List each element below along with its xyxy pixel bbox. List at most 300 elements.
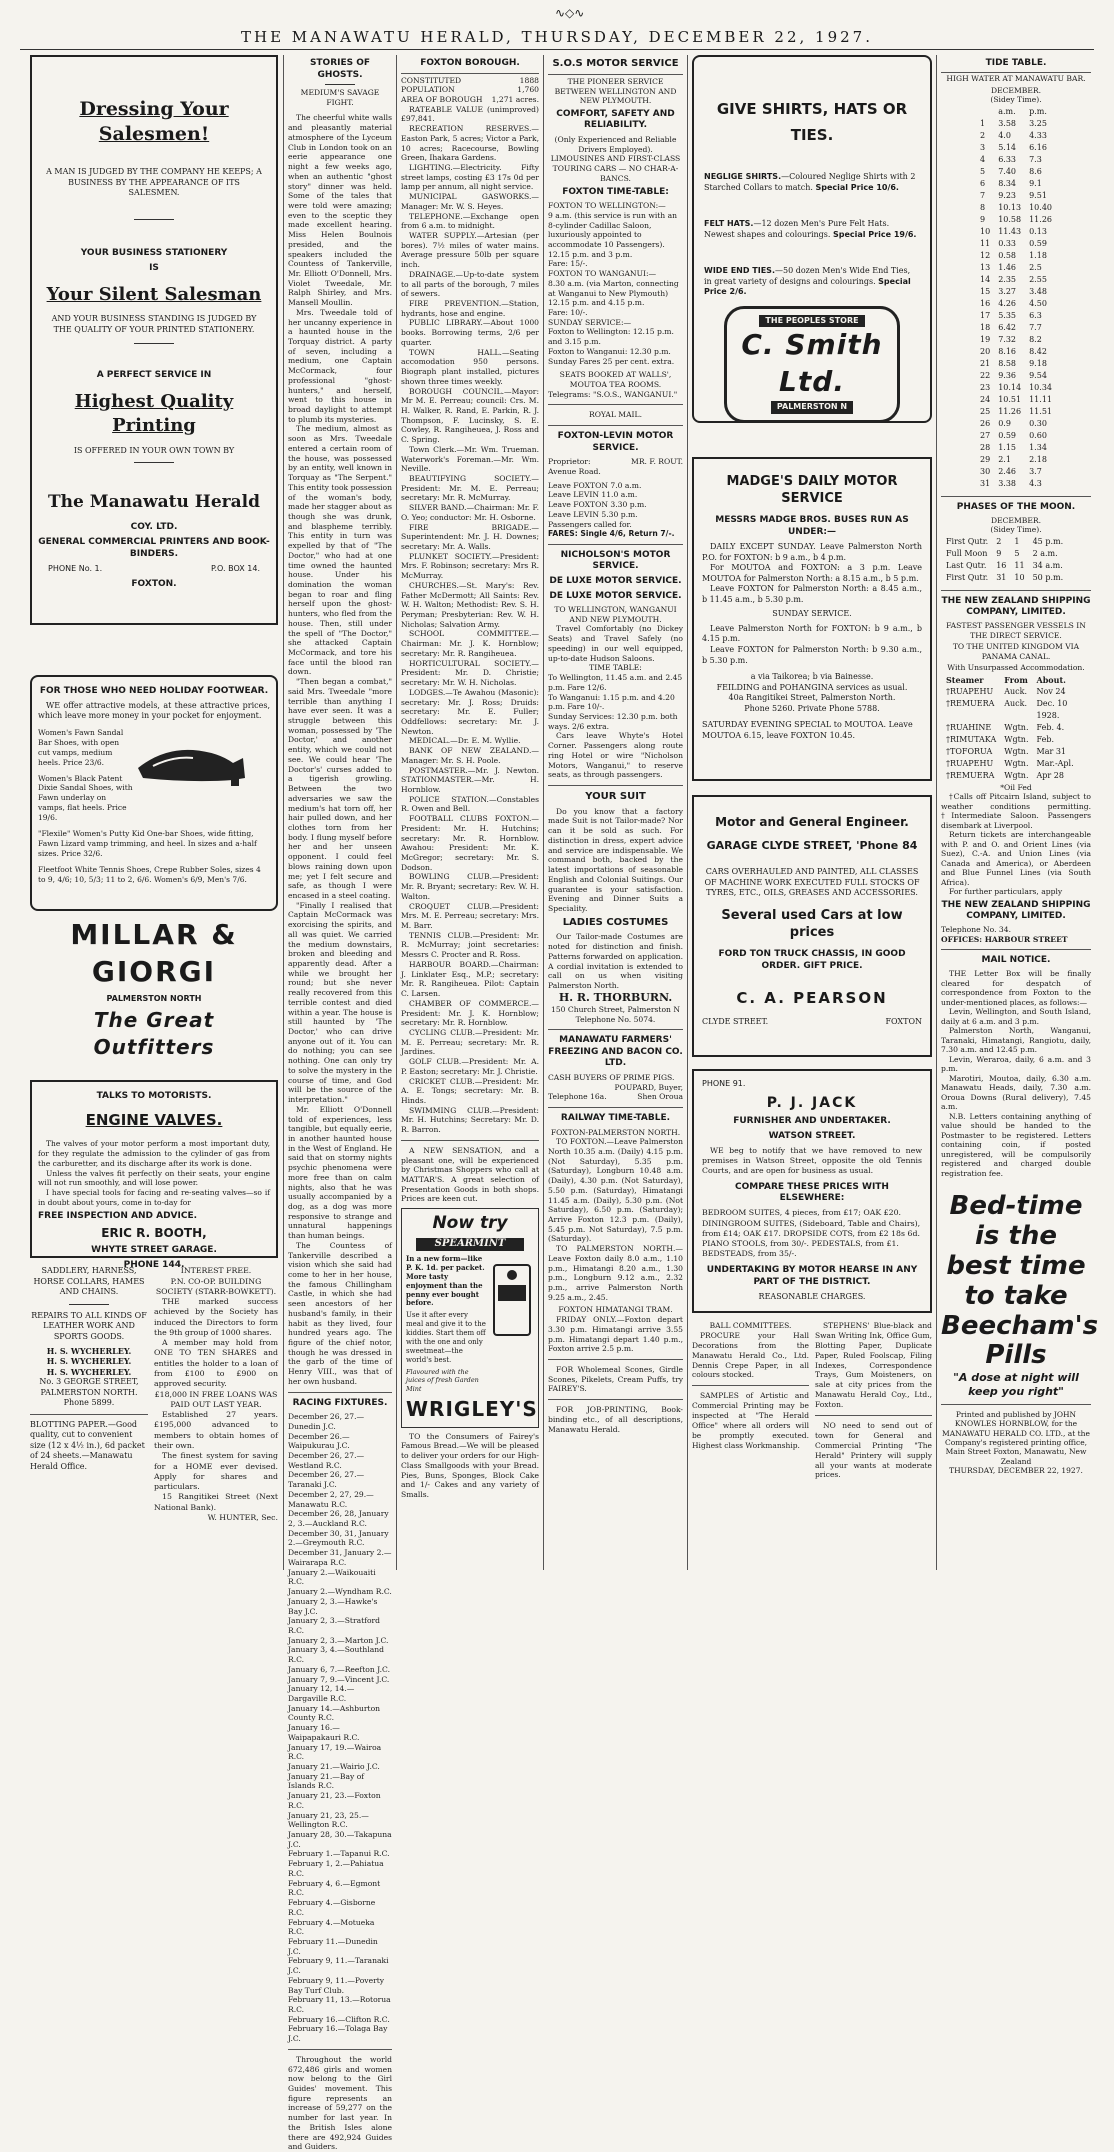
ad-phone: Phone 5899.: [63, 1398, 115, 1408]
moon-row: [943, 561, 1066, 571]
sos-timetable-title: FOXTON TIME-TABLE:: [562, 186, 669, 197]
mail-text: N.B. Letters containing anything of value should be handed to the Postmaster to be registered. Letters containing coin, if posted unregistered, will be compulsorily registered and charged double registration fee.: [941, 1111, 1091, 1178]
tide-row: [977, 419, 1055, 429]
ad-text: SADDLERY, HARNESS, HORSE COLLARS, HAMES AND CHAINS.: [33, 1266, 145, 1297]
tide-row: [977, 251, 1055, 261]
sos-timetable-line: SUNDAY SERVICE:—: [548, 317, 632, 327]
moon-row: [943, 573, 1066, 583]
hats-text: —12 dozen Men's Pure Felt Hats. Newest shapes and colourings.: [704, 219, 890, 239]
sos-timetable-line: Foxton to Wellington: 12.15 p.m. and 3.15 p.m.: [548, 327, 674, 347]
tide-table: [975, 105, 1057, 491]
tide-cell: 31: [980, 478, 991, 488]
moon-row: [943, 549, 1066, 559]
moon-sidey: (Sidey Time).: [990, 525, 1042, 535]
ties-text: —50 dozen Men's Wide End Ties, in great variety of designs and colourings.: [704, 266, 911, 286]
mail-text: Palmerston North, Wanganui, Taranaki, Himatangi, Rangiotu, daily, 7.30 a.m. and 12.45 p.m.: [941, 1026, 1091, 1055]
borough-stats: [401, 76, 539, 105]
beechams-line: Bed-time: [949, 1191, 1083, 1222]
tide-cell: 7.7: [1029, 322, 1042, 332]
tide-cell: 9: [980, 214, 986, 224]
freezing-contact: [548, 1092, 683, 1102]
tide-cell: 0.13: [1029, 226, 1047, 236]
racing-fixture: January 2.—Wyndham R.C.: [288, 1587, 392, 1597]
borough-entry: FOOTBALL CLUBS FOXTON.—President: Mr. H. Hutchins; secretary: Mr. R. Hornblow. Awahou: President: Mr. K. McGregor; secretary: Mr. S. Dodson.: [401, 814, 539, 872]
nzs-cell: Dec. 10: [1036, 698, 1068, 708]
jack-ad: [692, 1069, 932, 1313]
column-3: [401, 55, 539, 1573]
article-body: [288, 113, 392, 1386]
racing-fixture: February 4.—Gisborne R.C.: [288, 1898, 376, 1917]
notices-right: [815, 1321, 932, 1480]
racing-fixture: January 2, 3.—Hawke's Bay J.C.: [288, 1596, 378, 1616]
tide-cell: 5.14: [998, 142, 1016, 152]
moon-cell: 34 a.m.: [1032, 560, 1063, 570]
borough-entry: TOWN HALL.—Seating accomodation 950 persons. Biograph plant installed, pictures shown three times weekly.: [401, 347, 539, 386]
racing-fixture: February 4, 6.—Egmont R.C.: [288, 1878, 381, 1898]
tide-cell: 15: [980, 286, 991, 296]
tide-row: [977, 479, 1055, 489]
shirts-text: —Coloured Neglige Shirts with 2 Starched Collars to match.: [704, 172, 916, 192]
borough-entry: SCHOOL COMMITTEE.—Chairman: Mr. J. K. Hornblow; secretary: Mr. R. Rangiheuea.: [401, 629, 539, 658]
tide-cell: 8.34: [998, 178, 1016, 188]
borough-entry: BOROUGH COUNCIL.—Mayor: Mr M. E. Perreau; council: Crs. M. H. Walker, R. Rand, E. Parkin, R. J. Thompson, F. Lucinsky, S. E. Cowley, R. Rangiheuea, J. Ross and C. Spring.: [401, 386, 539, 445]
tide-cell: 4.3: [1029, 478, 1042, 488]
tide-cell: 3.48: [1029, 286, 1047, 296]
madge-line: Leave FOXTON for Palmerston North: a 8.45 a.m., b 11.45 a.m., b 5.30 p.m.: [702, 584, 922, 604]
brand-name: MILLAR & GIORGI: [70, 918, 238, 988]
ad-name: ERIC R. BOOTH,: [101, 1226, 207, 1241]
ad-text: Established 27 years. £195,000 advanced to members to obtain homes of their own.: [154, 1410, 278, 1451]
blotting-paper-ad: BLOTTING PAPER.—Good quality, cut to convenient size (12 x 4½ in.), 6d packet of 24 sheets.—Manawatu Herald Office.: [30, 1419, 145, 1471]
racing-fixture: January 21.—Bay of Islands R.C.: [288, 1771, 365, 1791]
tide-cell: 10: [980, 226, 991, 236]
firm-coy: COY. LTD.: [130, 521, 178, 532]
tide-cell: 0.59: [998, 430, 1016, 440]
article-paragraph: "Then began a combat," said Mrs. Tweedale "more terrible than anything I have ever seen. It was a struggle between this woman, possessed by 'The Doctor,' and another entity, which we could not see. We could hear 'The Doctor's' curses added to a tigerish growling. Between the two adversaries we saw the medium's hat torn off, her hair pulled down, and her clothes torn from her body. I flung myself before her and her unseen opponent. I could feel blows raining down upon me; yet I felt secure and safe, as though I were encased in a steel coating.: [288, 677, 392, 900]
tide-cell: 8.2: [1029, 334, 1042, 344]
nzs-col-header: Steamer: [946, 674, 984, 685]
mail-text: THE Letter Box will be finally cleared for despatch of correspondence from Foxton to the under-mentioned places, as follows:—: [941, 969, 1091, 1007]
levin-timetable: [548, 481, 683, 530]
tide-cell: 13: [980, 262, 991, 272]
tide-row: [977, 335, 1055, 345]
tide-cell: 7.3: [1029, 154, 1042, 164]
tide-row: [977, 407, 1055, 417]
nzs-cell: †REMUERA: [946, 698, 995, 708]
madge-line: For MOUTOA and FOXTON: a 3 p.m. Leave MOUTOA for Palmerston North: a 8.15 a.m., b 5 p.m.: [702, 563, 922, 583]
pearson-title: Motor and General Engineer.: [715, 815, 909, 829]
racing-fixture: January 2, 3.—Stratford R.C.: [288, 1616, 381, 1635]
sos-timetable-line: 8.30 a.m. (via Marton, connecting at Wanganui to New Plymouth): [548, 278, 679, 298]
jack-compare: COMPARE THESE PRICES WITH ELSEWHERE:: [735, 1181, 889, 1204]
tide-cell: 0.30: [1029, 418, 1047, 428]
railway-sub: FOXTON-PALMERSTON NORTH.: [550, 1127, 681, 1137]
moon-month: DECEMBER.: [990, 515, 1042, 525]
nzs-row: [943, 723, 1077, 733]
tide-cell: 3.38: [998, 478, 1016, 488]
sos-timetable-line: 9 a.m. (this service is run with an 8-cylinder Cadillac Saloon, luxuriously appointed to accommodate 10 Passengers).: [548, 210, 678, 249]
tide-cell: 1.18: [1029, 250, 1047, 260]
tide-row: [977, 203, 1055, 213]
pearson-cars: Several used Cars at low prices: [721, 907, 903, 941]
tide-cell: 2.46: [998, 466, 1016, 476]
sos-timetable-line: Foxton to Wanganui: 12.30 p.m.: [548, 346, 671, 356]
borough-entry: POLICE STATION.—Constables R. Owen and Bell.: [401, 794, 539, 814]
tide-row: [977, 263, 1055, 273]
wrigley-text: Use it after every meal and give it to the kiddies. Start them off with the one and only sweetmeat—the world's best.: [406, 1311, 486, 1365]
thorburn-name: H. R. THORBURN.: [558, 990, 673, 1004]
stat-value: 1,271 acres.: [491, 94, 539, 104]
nzs-offices: OFFICES: HARBOUR STREET: [941, 934, 1068, 944]
ladies-text: Our Tailor-made Costumes are noted for distinction and finish. Patterns forwarded on application. A cordial invitation is extended to call on us when visiting Palmerston North.: [548, 932, 683, 991]
nzs-text: †Calls off Pitcairn Island, subject to weather conditions permitting. †Intermediate Saloon. Passengers disembark at Liverpool.: [941, 792, 1091, 830]
tide-cell: 12: [980, 250, 991, 260]
racing-fixture: January 14.—Ashburton County R.C.: [288, 1703, 381, 1723]
borough-entry: CHURCHES.—St. Mary's: Rev. Father McDermott; All Saints: Rev. W. H. Walton; Methodist: Rev. S. H. Peryman; Presbyterian: Rev. W. H. Nicholas; Salvation Army.: [401, 580, 539, 629]
tide-row: [977, 299, 1055, 309]
tide-sub: HIGH WATER AT MANAWATU BAR.: [946, 74, 1086, 84]
borough-entry: GOLF CLUB.—President: Mr. A. P. Easton; secretary: Mr. J. Christie.: [401, 1057, 539, 1076]
article-paragraph: Mr. Elliott O'Donnell told of experiences, less tangible, but equally eerie, in another haunted house in the West of England. He said that on stormy nights psychic phenomena were more free than on calm nights, also that he was usually accompanied by a dog, as a dog was more responsive to strange and unnatural happenings than human beings.: [288, 1104, 392, 1241]
ad-text: 15 Rangitikei Street (Next National Bank).: [154, 1492, 278, 1512]
nzs-text: With Unsurpassed Accommodation.: [947, 663, 1085, 673]
tide-cell: 2: [980, 130, 986, 140]
ad-title: Highest Quality Printing: [74, 391, 234, 437]
beechams-line: is the: [974, 1220, 1057, 1251]
borough-entry: BEAUTIFYING SOCIETY.—President: Mr. M. E. Perreau; secretary: Mr. R. McMurray.: [401, 473, 539, 503]
nzs-row: [943, 699, 1077, 709]
stat-label: AREA OF BOROUGH: [401, 94, 483, 104]
tide-cell: 6.16: [1029, 142, 1047, 152]
brand-town: PALMERSTON NORTH: [106, 993, 202, 1003]
hats-item: FELT HATS.: [704, 219, 754, 229]
nicholson-text: To Wanganui: 1.15 p.m. and 4.20 p.m. Fare 10/-.: [548, 692, 675, 712]
nzs-text: TO THE UNITED KINGDOM VIA PANAMA CANAL.: [952, 642, 1080, 661]
tide-cell: 10.40: [1029, 202, 1052, 212]
nzs-cell: Auck.: [1004, 686, 1028, 696]
madge-sunday-timetable: [702, 624, 922, 666]
shoe-illustration: [133, 728, 253, 788]
tide-row: [977, 347, 1055, 357]
levin-timetable-line: Leave FOXTON 7.0 a.m.: [548, 480, 642, 490]
moon-cell: 16: [996, 560, 1007, 570]
building-society-ad: [154, 1266, 278, 1523]
article-paragraph: Mrs. Tweedale told of her uncanny experience in a haunted house in the Torquay district. A party of seven, including a medium, one Captain McCormack, four professional "ghost-hunters," and herself, went to this house in broad daylight to attempt to plumb its mysteries.: [288, 307, 392, 424]
hats-price: Special Price 19/6.: [832, 229, 917, 239]
moon-cell: First Qutr.: [946, 572, 989, 582]
levin-timetable-line: Leave FOXTON 3.30 p.m.: [548, 500, 647, 510]
borough-entry: LODGES.—Te Awahou (Masonic): secretary: Mr. J. Ross; Druids: secretary: Mr. E. Fuller; Oddfellows: secretary: Mr. J. Newton.: [401, 687, 539, 736]
ad-name: H. S. WYCHERLEY.: [46, 1366, 132, 1377]
ad-title: Dressing Your Salesmen!: [79, 98, 229, 146]
tide-row: [977, 395, 1055, 405]
borough-entry: SILVER BAND.—Chairman: Mr. F. O. Yeo; conductor: Mr. H. Osborne.: [401, 503, 539, 522]
moon-table: [941, 535, 1068, 585]
jack-charges: REASONABLE CHARGES.: [758, 1291, 866, 1301]
tide-cell: 1.15: [998, 442, 1016, 452]
tide-cell: 3.7: [1029, 466, 1042, 476]
moon-cell: 45 p.m.: [1032, 536, 1064, 546]
ad-heading: FOR THOSE WHO NEED HOLIDAY FOOTWEAR.: [39, 686, 269, 696]
moon-title: PHASES OF THE MOON.: [956, 501, 1076, 512]
racing-fixture: January 2, 3.—Marton J.C.: [288, 1635, 389, 1645]
footwear-item: "Flexile" Women's Putty Kid One-bar Shoes, wide fitting, Fawn Lizard vamp trimming, and heel. In sizes and a-half sizes. Price 32/6.: [38, 828, 257, 858]
footwear-item: Women's Black Patent Dixie Sandal Shoes, with Fawn underlay on vamps, flat heels. Price 19/6.: [38, 773, 133, 823]
nzs-cell: Feb. 4.: [1036, 722, 1065, 732]
ad-text: £18,000 IN FREE LOANS WAS PAID OUT LAST YEAR.: [154, 1389, 278, 1409]
borough-entry: HORTICULTURAL SOCIETY.—President: Mr. D. Christie; secretary: Mr. W. H. Nicholas.: [401, 658, 539, 688]
tide-cell: 2.18: [1029, 454, 1047, 464]
ad-text: A MAN IS JUDGED BY THE COMPANY HE KEEPS; A BUSINESS BY THE APPEARANCE OF ITS SALESMEN.: [46, 167, 262, 198]
moon-row: [943, 537, 1066, 547]
moon-cell: First Qutr.: [946, 536, 989, 546]
article-paragraph: The medium, almost as soon as Mrs. Tweedale entered a certain room of the house, was possessed by an entity, well known in Torquay as "The Serpent." This entity took possession of the woman's body, made her stagger about as though she was drunk, and blaspheme terribly. This entity in turn was expelled by that of "The Doctor," who had at one time owned the haunted house. Under his domination the woman began to roar and fling herself upon the ghost-hunters, who fled from the house. Then, still under the spell of "The Doctor," she attacked Captain McCormack, and tore his face until the blood ran down.: [288, 424, 392, 677]
herald-printing-ad: [30, 55, 278, 625]
tide-row: [977, 467, 1055, 477]
sos-timetable: [548, 201, 683, 366]
column-rule: [936, 55, 937, 1570]
tide-cell: 18: [980, 322, 991, 332]
tide-row: [977, 131, 1055, 141]
moon-cell: 31: [996, 572, 1007, 582]
racing-fixture: February 9, 11.—Taranaki J.C.: [288, 1956, 389, 1976]
levin-prop-label: Proprietor:: [548, 457, 591, 467]
freezing-text: CASH BUYERS OF PRIME PIGS.: [548, 1072, 675, 1082]
tide-row: [977, 179, 1055, 189]
borough-entry: SWIMMING CLUB.—President: Mr. H. Hutchins; Secretary: Mr. D. R. Barron.: [401, 1105, 539, 1135]
nzs-cell: [1001, 711, 1031, 721]
smith-town: PALMERSTON N: [771, 401, 853, 414]
racing-fixture: December 26, 27.—Westland R.C.: [288, 1451, 365, 1470]
racing-fixture: February 16.—Clifton R.C.: [288, 2014, 390, 2024]
pearson-town: FOXTON: [885, 1016, 922, 1026]
borough-stat: [401, 95, 539, 105]
tide-month: DECEMBER.: [990, 85, 1042, 95]
nzs-cell: †RUAHINE: [946, 722, 992, 732]
firm-phone: PHONE No. 1.: [48, 564, 103, 574]
nzs-cell: †TOFORUA: [946, 746, 993, 756]
racing-fixture: January 17, 19.—Wairoa R.C.: [288, 1742, 382, 1762]
section-title: FOXTON BOROUGH.: [420, 58, 520, 68]
madge-timetable: [702, 542, 922, 605]
borough-entry: BOWLING CLUB.—President: Mr. R. Bryant; secretary: Rev. W. H. Walton.: [401, 872, 539, 901]
tide-cell: 11.51: [1029, 406, 1052, 416]
nzs-cell: Nov 24: [1036, 686, 1066, 696]
tide-row: [977, 227, 1055, 237]
sos-telegrams: Telegrams: "S.O.S., WANGANUI.": [548, 389, 678, 399]
nicholson-title: NICHOLSON'S MOTOR SERVICE.: [560, 549, 671, 572]
moon-cell: 50 p.m.: [1032, 572, 1064, 582]
fairey-bread-ad: TO the Consumers of Fairey's Famous Bread.—We will be pleased to deliver your orders for our High-Class Smallgoods with your Bread. Pies, Buns, Sponges, Block Cake and 1/- Cakes and any variety of Smalls.: [401, 1431, 539, 1499]
tide-cell: 14: [980, 274, 991, 284]
shirts-price: Special Price 10/6.: [815, 182, 899, 192]
sos-timetable-line: 12.15 p.m. and 3 p.m.: [548, 249, 633, 259]
racing-fixture: December 30, 31, January 2.—Greymouth R.C.: [288, 1528, 389, 1548]
nzs-row: [943, 747, 1077, 757]
racing-fixture: December 26, 27.—Dunedin J.C.: [288, 1412, 365, 1431]
borough-entry: LIGHTING.—Electricity. Fifty street lamps, costing £3 17s 0d per lamp per annum, all night service.: [401, 162, 539, 192]
tide-cell: 21: [980, 358, 991, 368]
nzs-cell: [943, 711, 999, 721]
tide-cell: 5.35: [998, 310, 1016, 320]
nzs-cell: Apr 28: [1036, 770, 1064, 780]
borough-stat: [401, 76, 539, 86]
wrigley-spearmint: SPEARMINT: [416, 1238, 524, 1251]
tide-row: [977, 359, 1055, 369]
nicholson-sub: DE LUXE MOTOR SERVICE.: [549, 576, 682, 586]
borough-entry: CROQUET CLUB.—President: Mrs. M. E. Perreau; secretary: Mrs. M. Barr.: [401, 901, 539, 931]
wrigley-slogan: Now try: [432, 1213, 508, 1234]
pearson-text: CARS OVERHAULED AND PAINTED, ALL CLASSES OF MACHINE WORK EXECUTED FULL STOCKS OF TYRES, ETC., OILS, GREASES AND ACCESSORIES.: [704, 867, 920, 898]
tide-cell: 3: [980, 142, 986, 152]
tide-cell: 2.5: [1029, 262, 1042, 272]
nzs-cell: Feb.: [1036, 734, 1055, 744]
suit-title: YOUR SUIT: [585, 790, 646, 802]
tide-cell: 8.58: [998, 358, 1016, 368]
footwear-ad: [30, 675, 278, 911]
mail-text: Marotiri, Moutoa, daily, 6.30 a.m. Manawatu Heads, daily, 7.30 a.m. Oroua Downs (Rural delivery), 7.45 a.m.: [941, 1073, 1091, 1112]
tide-cell: 8.42: [1029, 346, 1047, 356]
tide-sidey: (Sidey Time).: [990, 95, 1042, 105]
tide-cell: 11: [980, 238, 991, 248]
gum-packet-illustration: [490, 1255, 534, 1345]
ad-heading: TALKS TO MOTORISTS.: [96, 1091, 212, 1102]
wrigleys-ad: [401, 1208, 539, 1428]
pearson-garage: GARAGE CLYDE STREET, 'Phone 84: [706, 838, 918, 852]
racing-fixture: December 2, 27, 29.—Manawatu R.C.: [288, 1489, 374, 1509]
fairey-scones-ad: FOR Wholemeal Scones, Girdle Scones, Pikelets, Cream Puffs, try FAIREY'S.: [548, 1365, 683, 1394]
firm-trade: GENERAL COMMERCIAL PRINTERS AND BOOK-BINDERS.: [38, 536, 270, 559]
racing-title: RACING FIXTURES.: [292, 1397, 388, 1408]
racing-fixture: January 21, 23.—Foxton R.C.: [288, 1791, 381, 1810]
nzs-cell: Mar 31: [1036, 746, 1067, 756]
racing-fixture: January 6, 7.—Reefton J.C.: [288, 1664, 390, 1674]
tide-pm-label: p.m.: [1029, 106, 1047, 116]
tide-row: [977, 155, 1055, 165]
racing-fixture: February 11.—Dunedin J.C.: [288, 1936, 378, 1956]
ad-heading: A PERFECT SERVICE IN: [96, 370, 212, 381]
racing-fixture: January 21, 23, 25.—Wellington R.C.: [288, 1810, 369, 1830]
racing-fixture: December 26, 28, January 2, 3.—Auckland R.C.: [288, 1509, 389, 1529]
nzs-cell: Wgtn.: [1004, 746, 1029, 756]
beechams-tagline: "A dose at night will keep you right": [953, 1371, 1079, 1399]
moon-cell: 10: [1014, 572, 1025, 582]
beechams-line: to take: [964, 1280, 1068, 1311]
nzs-col-header: About.: [1036, 674, 1066, 685]
footwear-item: Women's Fawn Sandal Bar Shoes, with open cut vamps, medium heels. Price 23/6.: [38, 727, 124, 767]
racing-fixture: February 4.—Motueka R.C.: [288, 1917, 375, 1937]
moon-cell: 1: [1014, 536, 1020, 546]
jack-street: WATSON STREET.: [768, 1130, 856, 1141]
madge-ad: [692, 457, 932, 781]
shirts-title: GIVE SHIRTS, HATS OR TIES.: [716, 100, 908, 144]
levin-road: Avenue Road.: [548, 466, 601, 476]
tide-cell: 0.60: [1029, 430, 1047, 440]
nzs-text: For further particulars, apply: [949, 887, 1063, 897]
nicholson-text: TO WELLINGTON, WANGANUI AND NEW PLYMOUTH.: [554, 605, 677, 624]
jack-trade: FURNISHER AND UNDERTAKER.: [733, 1116, 891, 1127]
racing-fixture: February 1.—Tapanui R.C.: [288, 1849, 390, 1859]
tide-cell: 9.54: [1029, 370, 1047, 380]
nzs-cell: Mar.-Apl.: [1036, 758, 1074, 768]
borough-entry: PLUNKET SOCIETY.—President: Mrs. F. Robinson; secretary: Mrs R. McMurray.: [401, 551, 539, 581]
tide-cell: 4.50: [1029, 298, 1047, 308]
tide-cell: 22: [980, 370, 991, 380]
tide-row: [977, 431, 1055, 441]
tide-am-label: a.m.: [998, 106, 1016, 116]
tide-cell: 17: [980, 310, 991, 320]
suit-text: Do you know that a factory made Suit is not Tailor-made? Nor can it be sold as such. For distinction in dress, expert advice and service are indispensable. We command both, backed by the latest importations of seasonable English and Colonial Suitings. Our guarantee is your satisfaction. Evening and Dinner Suits a Speciality.: [548, 806, 683, 913]
borough-entry: PUBLIC LIBRARY.—About 1000 books. Borrowing terms, 2/6 per quarter.: [401, 318, 539, 347]
tide-cell: 9.36: [998, 370, 1016, 380]
nzs-title-2: THE NEW ZEALAND SHIPPING COMPANY, LIMITED.: [941, 899, 1091, 921]
tide-cell: 6.33: [998, 154, 1016, 164]
racing-list: [288, 1412, 392, 2044]
tide-cell: 9.51: [1029, 190, 1047, 200]
column-rule: [543, 55, 544, 1570]
tide-row: [977, 371, 1055, 381]
engine-valves-ad: [30, 1080, 278, 1270]
tide-row: [977, 143, 1055, 153]
tide-cell: 4: [980, 154, 986, 164]
nzs-cell: †RUAPEHU: [946, 758, 994, 768]
racing-fixture: January 3, 4.—Southland R.C.: [288, 1645, 385, 1665]
borough-entry: DRAINAGE.—Up-to-date system to all parts of the borough, 7 miles of sewers.: [401, 269, 539, 299]
ball-title: BALL COMMITTEES.: [709, 1321, 792, 1330]
nzs-cell: Wgtn.: [1004, 734, 1029, 744]
nzs-row: [943, 687, 1077, 697]
ad-heading: IS: [149, 262, 159, 273]
nzs-cell: †RUAPEHU: [946, 686, 994, 696]
tide-row: [977, 215, 1055, 225]
nzs-tel: Telephone No. 34.: [941, 925, 1012, 935]
tide-cell: 30: [980, 466, 991, 476]
mattars-ad: A NEW SENSATION, and a pleasant one, will be experienced by Christmas Shoppers who call at MATTAR'S. A great selection of Presentation Goods in both shops. Prices are keen cut.: [401, 1145, 539, 1204]
nzs-col-header: From: [1004, 674, 1028, 685]
firm-box: P.O. BOX 14.: [210, 564, 260, 574]
racing-fixture: February 1, 2.—Pahiatua R.C.: [288, 1859, 384, 1878]
newspaper-title: THE MANAWATU HERALD, THURSDAY, DECEMBER 22, 1927.: [240, 28, 873, 46]
beechams-line: Beecham's: [941, 1310, 1099, 1341]
wrigley-text: In a new form—like P. K. 1d. per packet. More tasty enjoyment than the penny ever bought before.: [406, 1253, 485, 1308]
stat-label: POPULATION: [401, 85, 455, 95]
jack-undertaking: UNDERTAKING BY MOTOR HEARSE IN ANY PART OF THE DISTRICT.: [706, 1264, 918, 1287]
borough-entry: CHAMBER OF COMMERCE.—President: Mr. J. K. Hornblow; secretary: Mr. R. Hornblow.: [401, 998, 539, 1028]
tide-cell: 6.3: [1029, 310, 1042, 320]
tide-cell: 3.25: [1029, 118, 1047, 128]
tide-cell: 10.34: [1029, 382, 1052, 392]
tide-cell: 3.27: [998, 286, 1016, 296]
sos-timetable-line: FOXTON TO WANGANUI:—: [548, 269, 657, 279]
levin-proprietor: [548, 457, 683, 467]
ad-text: The finest system for saving for a HOME ever devised. Apply for shares and particulars.: [154, 1451, 278, 1492]
levin-title: FOXTON-LEVIN MOTOR SERVICE.: [557, 431, 674, 453]
railway-title: RAILWAY TIME-TABLE.: [560, 1113, 671, 1123]
nzs-oil: *Oil Fed: [1000, 782, 1032, 792]
tide-cell: 8.16: [998, 346, 1016, 356]
nzs-cell: Wgtn.: [1004, 722, 1029, 732]
madge-line: Leave FOXTON for Palmerston North: b 9.30 a.m., b 5.30 p.m.: [702, 644, 922, 665]
tide-cell: 11.43: [998, 226, 1022, 236]
tide-cell: 9.1: [1029, 178, 1042, 188]
girl-guides-note: Throughout the world 672,486 girls and women now belong to the Girl Guides' movement. This figure represents an increase of 59,277 on the number for last year. In the British Isles alone there are 492,924 Guides and Guiders.: [288, 2054, 392, 2152]
royal-mail: ROYAL MAIL.: [588, 410, 643, 420]
madge-line: Leave Palmerston North for FOXTON: b 9 a.m., b 4.15 p.m.: [702, 623, 922, 644]
tide-cell: 10.14: [998, 382, 1022, 392]
tide-cell: 5: [980, 166, 986, 176]
racing-fixture: December 31, January 2.—Wairarapa R.C.: [288, 1548, 392, 1567]
ad-intro: WE offer attractive models, at these attractive prices, which leave more money in your pocket for enjoyment.: [38, 700, 270, 721]
